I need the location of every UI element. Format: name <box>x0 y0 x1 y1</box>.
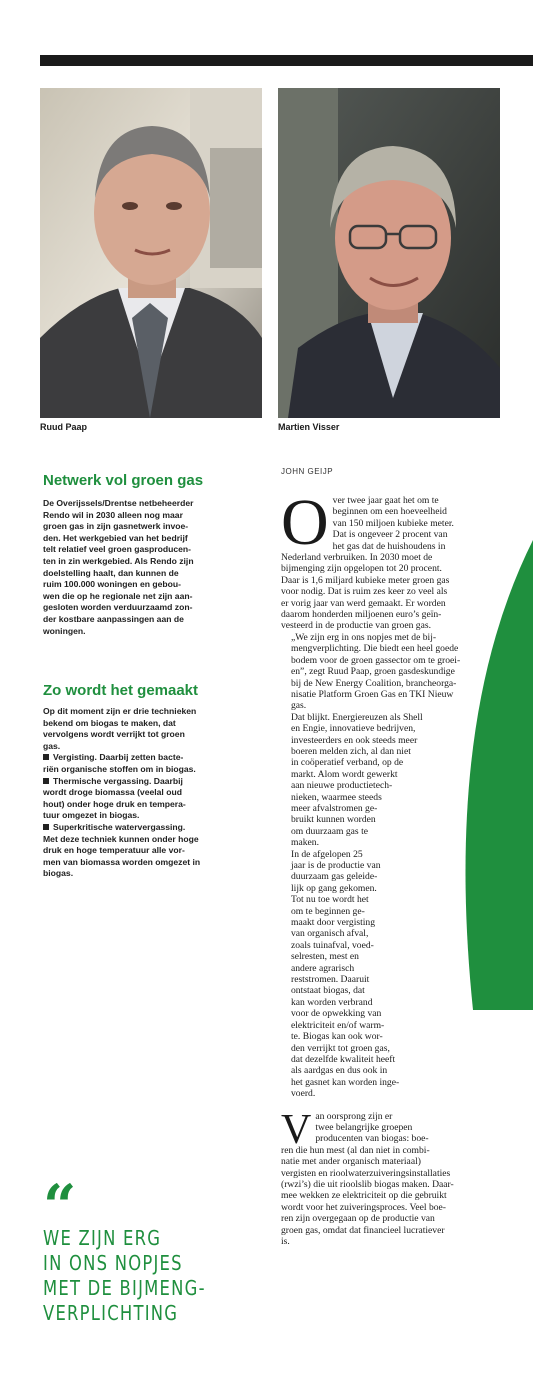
pull-quote: WE ZIJN ERG IN ONS NOPJES MET DE BIJMENG- VERPLICHTING <box>43 1226 206 1325</box>
top-rule <box>40 55 533 66</box>
byline: JOHN GEIJP <box>281 467 334 476</box>
portrait-photo-ruud-paap <box>40 88 262 418</box>
article-paragraph-2: „We zijn erg in ons nopjes met de bij- mengverplichting. Die biedt een heel goede bodem voor de groen gassector om te groei- en”, zegt Ruud Paap, groen gasdeskundige bij de New Energy Coalition, brancheorga- nisatie Platform Groen Gas en TKI Nieuw gas. <box>291 631 461 712</box>
sidebar-paragraph-production: Op dit moment zijn er drie technieken bekend om biogas te maken, dat vervolgens wordt verrijkt tot groen gas. Vergisting. Daarbij zetten bacte- riën organische stoffen om in biogas. Thermische vergassing. Daarbij wordt droge biomassa (veelal oud hout) onder hoge druk en tempera- tuur omgezet in biogas. Superkritische watervergassing. Met deze techniek kunnen onder hoge druk en hoge temperatuur alle vor- men van biomassa worden omgezet in biogas. <box>43 706 253 880</box>
sidebar-heading-production: Zo wordt het gemaakt <box>43 682 199 699</box>
photo-caption-right: Martien Visser <box>278 422 340 432</box>
bullet-item-vergisting: Vergisting. Daarbij zetten bacte- <box>43 752 253 764</box>
article-paragraph-1: O ver twee jaar gaat het om te beginnen om een hoeveelheid van 150 miljoen kubieke meter. Dat is ongeveer 2 procent van het gas dat de huishoudens in Nederland verbruiken. In 2030 moet de bijmenging zijn opgelopen tot 20 procent. Daar is 1,6 miljard kubieke meter groen gas voor nodig. Dat is ruim zes keer zo veel als er vorig jaar van werd gemaakt. Er worden daarom honderden miljoenen euro’s geïn- vesteerd in de productie van groen gas. <box>281 486 454 632</box>
square-bullet-icon <box>43 754 49 760</box>
article-paragraph-3: Dat blijkt. Energiereuzen als Shell en Engie, innovatieve bedrijven, investeerders en ook steeds meer boeren melden zich, al dan niet in coöperatief verband, op de markt. Alom wordt gewerkt aan nieuwe productietech- nieken, waarmee steeds meer afvalstromen ge- bruikt kunnen worden om duurzaam gas te maken. <box>291 711 423 849</box>
dropcap: O <box>281 486 329 559</box>
sidebar-paragraph-network: De Overijssels/Drentse netbeheerder Rendo wil in 2030 alleen nog maar groen gas in zijn gasnetwerk invoe- den. Het werkgebied van het bedrijf telt relatief veel groen gasproducen- ten in zin werkgebied. Als Rendo zijn doelstelling haalt, dan kunnen de ruim 100.000 woningen en gebou- wen die op he regionale net zijn aan- gesloten worden verduurzaamd zon- der kostbare aanpassingen aan de woningen. <box>43 498 194 636</box>
article-paragraph-5: V an oorsprong zijn er twee belangrijke groepen producenten van biogas: boe- ren die hun mest (al dan niet in combi- natie met ander organisch materiaal) vergisten en rioolwaterzuiveringsinstallaties (rwzi’s) die uit rioolslib biogas maken. Daar- mee wekken ze elektriciteit op die gebruikt wordt voor het zuiveringsproces. Veel boe- ren zijn overgegaan op de productie van groen gas, omdat dat financieel lucratiever is. <box>281 1106 454 1247</box>
article-paragraph-4: In de afgelopen 25 jaar is de productie van duurzaam gas geleide- lijk op gang gekomen. Tot nu toe wordt het om te beginnen ge- maakt door vergisting van organisch afval, zoals tuinafval, voed- selresten, mest en andere agrarisch reststromen. Daaruit ontstaat biogas, dat kan worden verbrand voor de opwekking van elektriciteit en/of warm- te. Biogas kan ook wor- den verrijkt tot groen gas, dat dezelfde kwaliteit heeft als aardgas en dus ook in het gasnet kan worden inge- voerd. <box>291 848 400 1100</box>
square-bullet-icon <box>43 778 49 784</box>
bullet-item-thermische: Thermische vergassing. Daarbij <box>43 776 253 788</box>
sidebar-heading-network: Netwerk vol groen gas <box>43 472 204 489</box>
quote-mark-icon: “ <box>43 1172 71 1240</box>
bullet-item-superkritisch: Superkritische watervergassing. <box>43 822 253 834</box>
portrait-photo-martien-visser <box>278 88 500 418</box>
square-bullet-icon <box>43 824 49 830</box>
dropcap: V <box>281 1106 312 1153</box>
article-body <box>281 486 503 1247</box>
photo-caption-left: Ruud Paap <box>40 422 88 432</box>
